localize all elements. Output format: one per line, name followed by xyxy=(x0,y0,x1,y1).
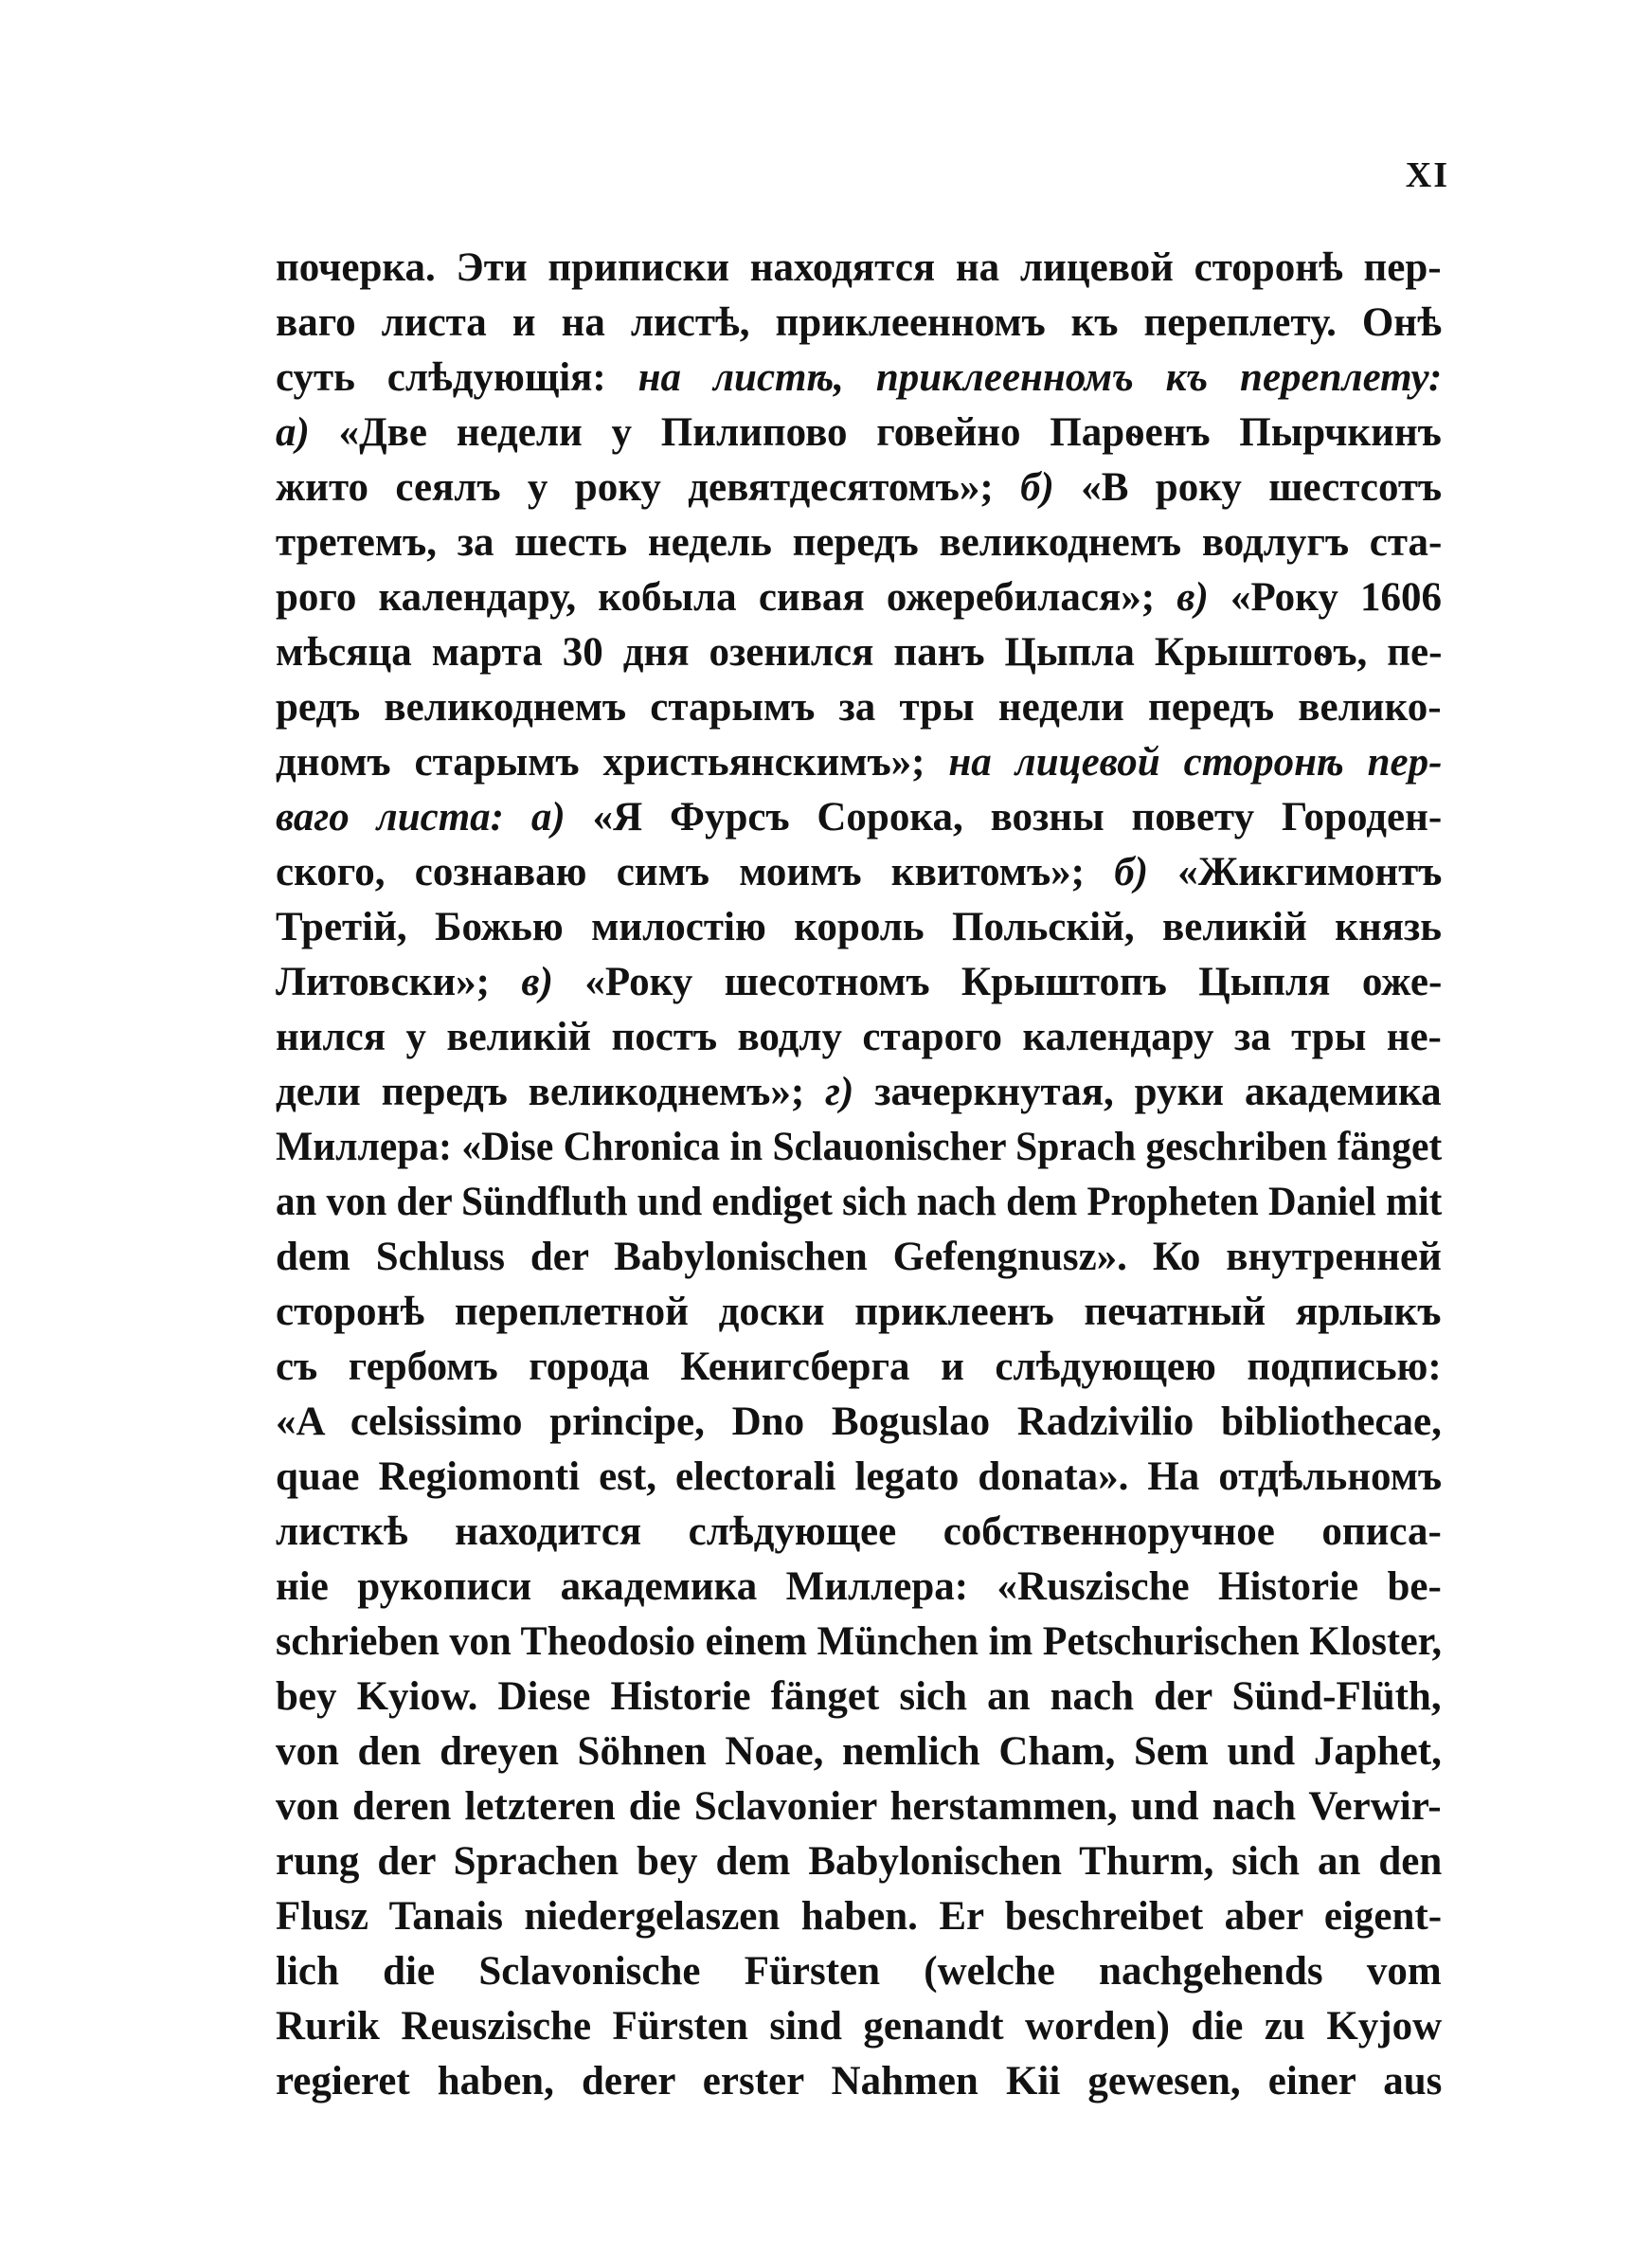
text-segment: редъ великоднемъ старымъ за тры недели передъ велико- xyxy=(276,685,1442,730)
italic-text-segment: на листѣ, приклеенномъ къ переплету: xyxy=(637,355,1443,400)
text-line xyxy=(276,1230,1442,1285)
text-line xyxy=(276,680,1442,735)
text-line xyxy=(276,1724,1442,1779)
line-content xyxy=(276,351,1442,406)
line-content xyxy=(276,625,1442,680)
line-content xyxy=(276,1065,1442,1120)
text-line xyxy=(276,1450,1442,1505)
text-line xyxy=(276,241,1442,296)
text-segment: dem Schluss der Babylonischen Gefengnusz». Ко внутренней xyxy=(276,1235,1442,1279)
text-segment: зачеркнутая, руки академика xyxy=(853,1070,1442,1114)
line-content xyxy=(276,2054,1442,2109)
text-line xyxy=(276,955,1442,1010)
text-segment: мѣсяца марта 30 дня озенился панъ Цыпла Крыштоѳъ, пе- xyxy=(276,630,1443,675)
text-line xyxy=(276,1670,1442,1724)
text-line xyxy=(276,625,1442,680)
text-segment: рого календару, кобыла сивая ожеребилася»; xyxy=(276,575,1177,620)
text-segment: нился у великій постъ водлу старого календару за тры не- xyxy=(276,1015,1442,1059)
italic-text-segment: на лицевой сторонѣ пер- xyxy=(948,740,1443,785)
text-line xyxy=(276,296,1442,351)
text-line xyxy=(276,1395,1442,1450)
text-segment: Третій, Божью милостію король Польскій, великій князь xyxy=(276,905,1443,949)
text-line xyxy=(276,845,1442,900)
text-segment: ского, сознаваю симъ моимъ квитомъ»; xyxy=(276,850,1115,894)
line-content xyxy=(276,1944,1442,1999)
line-content xyxy=(276,1340,1442,1395)
italic-text-segment: в) xyxy=(521,960,553,1004)
text-line xyxy=(276,351,1442,406)
text-line xyxy=(276,1120,1442,1175)
page-number: XI xyxy=(1405,155,1449,195)
line-content xyxy=(276,1779,1442,1834)
line-content xyxy=(276,1395,1442,1450)
line-content xyxy=(276,680,1442,735)
text-line xyxy=(276,460,1442,515)
line-content xyxy=(276,1560,1442,1615)
italic-text-segment: г) xyxy=(825,1070,854,1114)
line-content xyxy=(276,1999,1442,2054)
text-segment: почерка. Эти приписки находятся на лицевой сторонѣ пер- xyxy=(276,245,1442,290)
line-content xyxy=(276,460,1442,515)
line-content xyxy=(276,1834,1442,1889)
text-segment: суть слѣдующія: xyxy=(276,355,638,400)
text-segment: Миллера: «Dise Chronica in Sclauonischer Sprach geschriben fänget xyxy=(276,1125,1443,1169)
text-line xyxy=(276,1065,1442,1120)
line-content xyxy=(276,1724,1442,1779)
text-segment: Flusz Tanais niedergelaszen haben. Er beschreibet aber eigent- xyxy=(276,1894,1443,1939)
text-segment: «Две недели у Пилипово говейно Парѳенъ Пырчкинъ xyxy=(309,410,1442,455)
text-line xyxy=(276,1505,1442,1560)
text-segment: schrieben von Theodosio einem München im Petschurischen Kloster, xyxy=(276,1619,1442,1664)
text-line xyxy=(276,570,1442,625)
text-segment: Rurik Reuszische Fürsten sind genandt worden) die zu Kyjow xyxy=(276,2004,1443,2049)
text-segment: «В року шестсотъ xyxy=(1053,465,1443,510)
text-segment: lich die Sclavonische Fürsten (welche nachgehends vom xyxy=(276,1949,1442,1994)
line-content xyxy=(276,900,1442,955)
text-segment: съ гербомъ города Кенигсберга и слѣдующею подписью: xyxy=(276,1345,1442,1389)
text-line xyxy=(276,515,1442,570)
line-content xyxy=(276,570,1442,625)
line-content xyxy=(276,1120,1442,1175)
italic-text-segment: а) xyxy=(276,410,310,455)
line-content xyxy=(276,1670,1442,1724)
italic-text-segment: б) xyxy=(1114,850,1149,894)
text-segment: rung der Sprachen bey dem Babylonischen Thurm, sich an den xyxy=(276,1839,1443,1884)
text-line xyxy=(276,2054,1442,2109)
line-content xyxy=(276,845,1442,900)
text-segment: von deren letzteren die Sclavonier herstammen, und nach Verwir- xyxy=(276,1784,1442,1829)
text-segment: Литовски»; xyxy=(276,960,522,1004)
text-line xyxy=(276,1175,1442,1230)
text-segment: «A celsissimo principe, Dno Boguslao Radzivilio bibliothecae, xyxy=(276,1399,1442,1444)
text-line xyxy=(276,406,1442,460)
line-content xyxy=(276,296,1442,351)
text-segment: an von der Sündfluth und endiget sich nach dem Propheten Daniel mit xyxy=(276,1180,1443,1224)
text-segment: von den dreyen Söhnen Noae, nemlich Cham, Sem und Japhet, xyxy=(276,1729,1442,1774)
line-content xyxy=(276,1285,1442,1340)
text-segment: bey Kyiow. Diese Historie fänget sich an nach der Sünd-Flüth, xyxy=(276,1674,1442,1719)
italic-text-segment: б) xyxy=(1020,465,1054,510)
line-content xyxy=(276,406,1442,460)
line-content xyxy=(276,1230,1442,1285)
line-content xyxy=(276,515,1442,570)
line-content xyxy=(276,1505,1442,1560)
text-segment: листкѣ находится слѣдующее собственноручное описа- xyxy=(276,1509,1442,1554)
text-segment: «Жикгимонтъ xyxy=(1148,850,1443,894)
text-segment: жито сеялъ у року девятдесятомъ»; xyxy=(276,465,1021,510)
line-content xyxy=(276,241,1442,296)
text-line xyxy=(276,1834,1442,1889)
text-line xyxy=(276,735,1442,790)
text-line xyxy=(276,1560,1442,1615)
line-content xyxy=(276,955,1442,1010)
text-segment: сторонѣ переплетной доски приклеенъ печатный ярлыкъ xyxy=(276,1290,1442,1334)
text-segment: «Року 1606 xyxy=(1208,575,1443,620)
text-line xyxy=(276,900,1442,955)
text-segment: regieret haben, derer erster Nahmen Kii gewesen, einer aus xyxy=(276,2059,1443,2104)
line-content xyxy=(276,1450,1442,1505)
line-content xyxy=(276,1010,1442,1065)
text-segment: ніе рукописи академика Миллера: «Ruszische Historie be- xyxy=(276,1564,1442,1609)
text-segment: ваго листа и на листѣ, приклеенномъ къ переплету. Онѣ xyxy=(276,300,1442,345)
line-content xyxy=(276,735,1442,790)
text-segment: «Року шесотномъ Крыштопъ Цыпля оже- xyxy=(552,960,1443,1004)
text-line xyxy=(276,1340,1442,1395)
text-segment: «Я Фурсъ Сорока, возны повету Городен- xyxy=(565,795,1443,840)
text-line xyxy=(276,1615,1442,1670)
text-line xyxy=(276,1010,1442,1065)
line-content xyxy=(276,790,1442,845)
text-line xyxy=(276,1944,1442,1999)
text-line xyxy=(276,1779,1442,1834)
line-content xyxy=(276,1889,1442,1944)
italic-text-segment: в) xyxy=(1176,575,1209,620)
line-content xyxy=(276,1175,1442,1230)
text-segment: третемъ, за шесть недель передъ великоднемъ водлугъ ста- xyxy=(276,520,1443,565)
text-segment: дели передъ великоднемъ»; xyxy=(276,1070,826,1114)
text-line xyxy=(276,1889,1442,1944)
text-segment: дномъ старымъ христьянскимъ»; xyxy=(276,740,949,785)
text-line xyxy=(276,790,1442,845)
text-line xyxy=(276,1999,1442,2054)
italic-text-segment: ваго листа: а) xyxy=(276,795,566,840)
line-content xyxy=(276,1615,1442,1670)
text-segment: quae Regiomonti est, electorali legato donata». На отдѣльномъ xyxy=(276,1454,1443,1499)
text-line xyxy=(276,1285,1442,1340)
body-text xyxy=(276,241,1442,2109)
